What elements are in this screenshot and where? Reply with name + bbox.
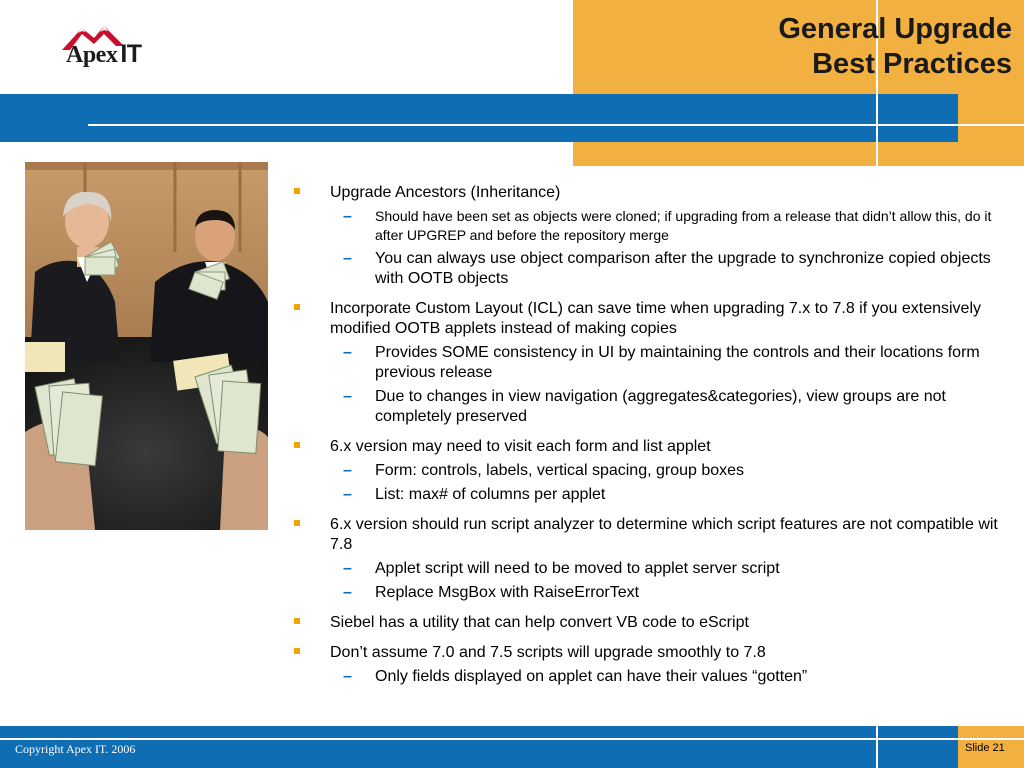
- square-bullet-icon: [294, 442, 300, 448]
- sub-bullet-text: Provides SOME consistency in UI by maintaining the controls and their locations form previous release: [375, 344, 980, 381]
- sub-bullet-item: [292, 207, 1004, 245]
- square-bullet-icon: [294, 648, 300, 654]
- dash-bullet-icon: –: [343, 584, 352, 601]
- sub-bullet-text: Replace MsgBox with RaiseErrorText: [375, 584, 640, 601]
- sub-bullet-text: Should have been set as objects were cloned; if upgrading from a release that didn’t allow this, do it after UPGREP and before the repository merge: [375, 208, 992, 243]
- dash-bullet-icon: –: [343, 668, 352, 685]
- square-bullet-icon: [294, 188, 300, 194]
- slide-number: Slide 21: [965, 742, 1005, 754]
- bullet-item: [292, 299, 1004, 339]
- sub-bullet-text: Applet script will need to be moved to applet server script: [375, 560, 780, 577]
- dash-bullet-icon: –: [343, 388, 352, 405]
- bullet-item: [292, 613, 1004, 633]
- slide-title-line-1: General Upgrade: [778, 13, 1012, 45]
- slide-title: [778, 12, 1012, 82]
- footer-vertical-line: [876, 726, 878, 768]
- bullet-text: 6.x version may need to visit each form and list applet: [330, 438, 711, 455]
- sub-bullet-text: Due to changes in view navigation (aggregates&categories), view groups are not completely preserved: [375, 388, 946, 425]
- footer-divider-line: [0, 738, 1024, 740]
- copyright-text: Copyright Apex IT. 2006: [15, 742, 136, 756]
- bullet-item: [292, 515, 1004, 555]
- sub-bullet-item: [292, 559, 1004, 579]
- bullet-item: [292, 437, 1004, 457]
- sub-bullet-text: You can always use object comparison after the upgrade to synchronize copied objects with OOTB objects: [375, 250, 991, 287]
- slide-title-line-2: Best Practices: [812, 48, 1012, 80]
- bullet-text: Incorporate Custom Layout (ICL) can save time when upgrading 7.x to 7.8 if you extensively modified OOTB applets instead of making copies: [330, 300, 982, 337]
- bullet-list: [292, 183, 1004, 687]
- logo-apex-text: Apex: [66, 42, 118, 68]
- sub-bullet-item: [292, 583, 1004, 603]
- business-people-holding-cash-photo: [25, 162, 268, 530]
- sub-bullet-item: [292, 387, 1004, 427]
- dash-bullet-icon: –: [343, 486, 352, 503]
- sub-bullet-text: Form: controls, labels, vertical spacing, group boxes: [375, 462, 745, 479]
- sub-bullet-item: [292, 343, 1004, 383]
- sub-bullet-item: [292, 461, 1004, 481]
- apex-it-logo: [60, 22, 170, 72]
- bullet-text: 6.x version should run script analyzer to determine which script features are not compatible wit 7.8: [330, 516, 998, 553]
- bullet-item: [292, 643, 1004, 663]
- dash-bullet-icon: –: [343, 208, 352, 225]
- bullet-text: Don’t assume 7.0 and 7.5 scripts will upgrade smoothly to 7.8: [330, 644, 766, 661]
- header-blue-band: [0, 94, 958, 142]
- header-divider-line: [88, 124, 1024, 126]
- sub-bullet-text: Only fields displayed on applet can have their values “gotten”: [375, 668, 808, 685]
- dash-bullet-icon: –: [343, 462, 352, 479]
- footer-blue-band: [0, 726, 1024, 768]
- dash-bullet-icon: –: [343, 560, 352, 577]
- square-bullet-icon: [294, 520, 300, 526]
- sub-bullet-item: [292, 485, 1004, 505]
- sub-bullet-item: [292, 667, 1004, 687]
- logo-wordmark: [66, 40, 142, 69]
- dash-bullet-icon: –: [343, 250, 352, 267]
- square-bullet-icon: [294, 618, 300, 624]
- sub-bullet-item: [292, 249, 1004, 289]
- sub-bullet-text: List: max# of columns per applet: [375, 486, 606, 503]
- square-bullet-icon: [294, 304, 300, 310]
- dash-bullet-icon: –: [343, 344, 352, 361]
- bullet-item: [292, 183, 1004, 203]
- bullet-text: Siebel has a utility that can help convert VB code to eScript: [330, 614, 749, 631]
- logo-it-text: IT: [120, 40, 142, 68]
- bullet-text: Upgrade Ancestors (Inheritance): [330, 184, 561, 201]
